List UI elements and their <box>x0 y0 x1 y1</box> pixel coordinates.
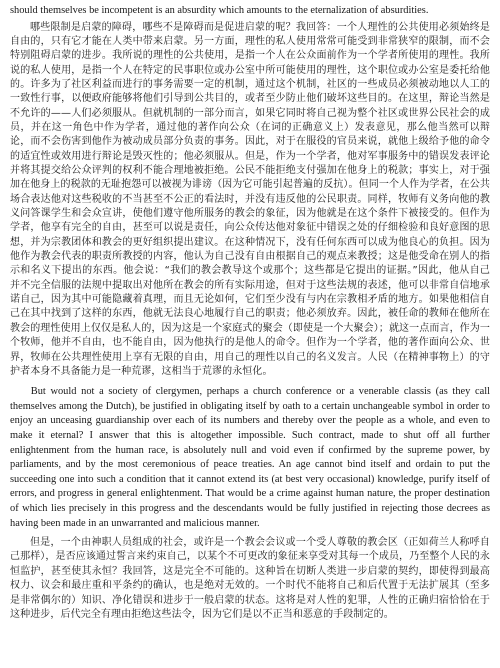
chinese-paragraph-1: 哪些限制是启蒙的障碍，哪些不是障碍而是促进启蒙的呢？我回答：一个人理性的公共使用必须始终是自由的，只有它才能在人类中带来启蒙。另一方面，理性的私人使用常常可能受到非常狭窄的限制，而不会特别阻碍启蒙的进步。我所说的理性的公共使用，是指一个人在公众面前作为一个学者所使用的理性。我所说的私人使用，是指一个人在特定的民事职位或办公室中所可能使用的理性，这个职位或办公室是委托给他的。许多为了社区利益而进行的事务需要一定的机制，通过这个机制，社区的一些成员必须被动地以人工的一致性行事，以便政府能够将他们引导到公共目的，或者至少防止他们破坏这些目的。在这里，辩论当然是不允许的——人们必须服从。但就机制的一部分而言，如果它同时将自己视为整个社区或世界公民社会的成员，并在这一角色中作为学者，通过他的著作向公众（在词的正确意义上）发表意见，那么他当然可以辩论，而不会伤害到他作为被动成员部分负责的事务。因此，对于在服役的官员来说，就他上级给予他的命令的适宜性或效用进行辩论是毁灭性的；他必须服从。但是，作为一个学者，他对军事服务中的错误发表评论并将其提交给公众评判的权利不能合理地被拒绝。公民不能拒绝支付强加在他身上的税款；事实上，对于强加在他身上的税款的无耻抱怨可以被视为诽谤（因为它可能引起普遍的反抗）。但同一个人作为学者，在公共场合表达他对这些税收的不当甚至不公正的看法时，并没有违反他的公民职责。同样，牧师有义务向他的教义问答课学生和会众宣讲，使他们遵守他所服务的教会的象征，因为他就是在这个条件下被接受的。但作为学者，他享有完全的自由，甚至可以说是责任，向公众传达他对象征中错误之处的仔细检验和良好意图的思想，并为宗教团体和教会的更好组织提出建议。在这种情况下，没有任何东西可以成为他良心的负担。因为他作为教会代表的职责所教授的内容，他认为自己没有自由根据自己的观点来教授；这是他受命在别人的指示和名义下提出的东西。他会说：“我们的教会教导这个或那个；这些都是它提出的证据。”因此，他从自己并不完全信服的法规中提取出对他所在教会的所有实际用途，但对于这些法规的表述，他可以非常自信地承诺自己，因为其中可能隐藏着真理，而且无论如何，它们至少没有与内在宗教相矛盾的地方。如果他相信自己在其中找到了这样的东西，他就无法良心地履行自己的职责；他必须放弃。因此，被任命的教师在他所在教会的理性使用上仅仅是私人的，因为这是一个家庭式的聚会（即使是一个大聚会）；就这一点而言，作为一个牧师，他并不自由，也不能自由，因为他执行的是他人的命令。但作为一个学者，他的著作面向公众、世界，牧师在公共理性使用上享有无限的自由，用自己的理性以自己的名义发言。人民（在精神事物上）的守护者本身不具备能力是一种荒谬，这相当于荒谬的永恒化。 <box>10 21 490 377</box>
chinese-paragraph-2: 但是，一个由神职人员组成的社会，或许是一个教会会议或一个受人尊敬的教会区（正如荷兰人称呼自己那样），是否应该通过誓言来约束自己，以某个不可更改的象征来享受对其每一个成员，乃至整个人民的永恒监护，甚至使其永恒？我回答，这是完全不可能的。这种旨在切断人类进一步启蒙的契约，即使得到最高权力、议会和最庄重和平条约的确认，也是绝对无效的。一个时代不能将自己和后代置于无法扩展其（至多是非常偶尔的）知识、净化错误和进步于一般启蒙的状态。这将是对人性的犯罪，人性的正确归宿恰恰在于这种进步，后代完全有理由拒绝这些法令，因为它们是以不正当和恶意的手段制定的。 <box>10 537 490 620</box>
english-paragraph-1: should themselves be incompetent is an absurdity which amounts to the eternalization of absurdities. <box>10 5 429 16</box>
english-paragraph-2: But would not a society of clergymen, perhaps a church conference or a venerable classis (as they call themselves among the Dutch), be justified in obligating itself by oath to a certain unchangeable symbol in order to enjoy an unceasing guardianship over each of its numbers and thereby over the people as a whole, and even to make it eternal? I answer that this is altogether impossible. Such contract, made to shut off all further enlightenment from the human race, is absolutely null and void even if confirmed by the supreme power, by parliaments, and by the most ceremonious of peace treaties. An age cannot bind itself and ordain to put the succeeding one into such a condition that it cannot extend its (at best very occasional) knowledge, purify itself of errors, and progress in general enlightenment. That would be a crime against human nature, the proper destination of which lies precisely in this progress and the descendants would be fully justified in rejecting those decrees as having been made in an unwarranted and malicious manner. <box>10 386 490 529</box>
